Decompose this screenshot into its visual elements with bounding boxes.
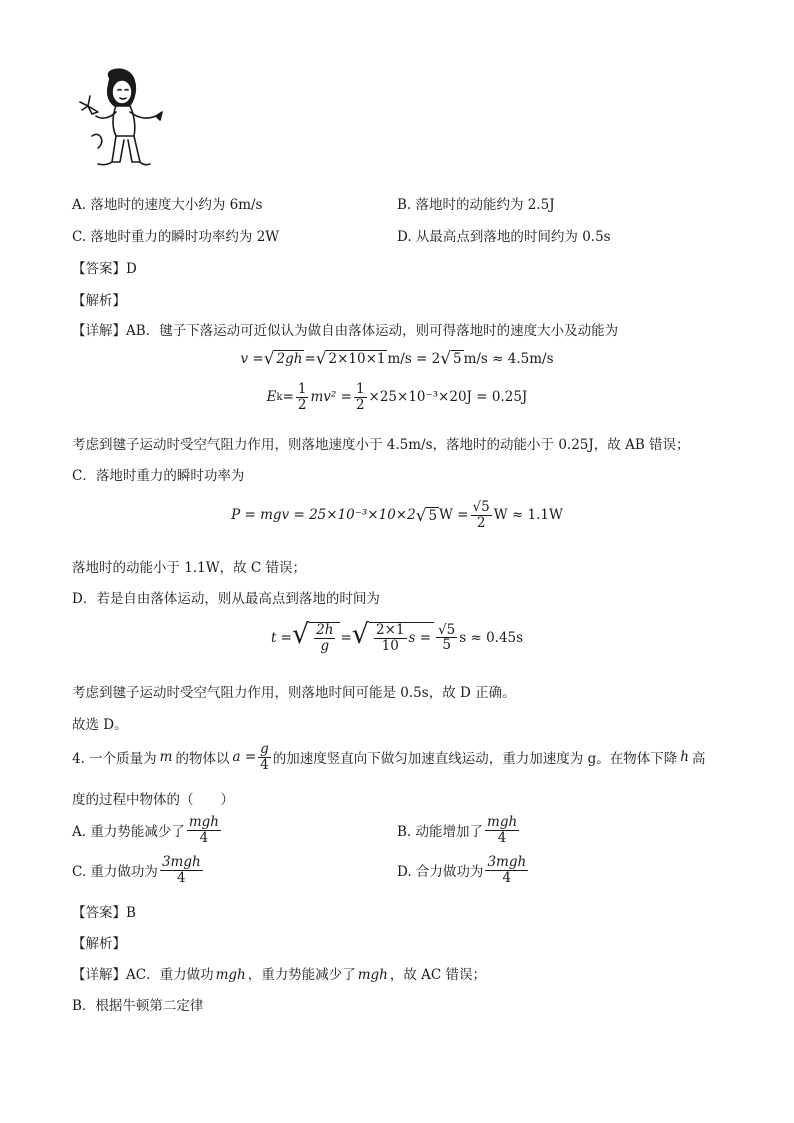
q3-option-c: C. 落地时重力的瞬时功率约为 2W — [72, 229, 280, 245]
sqrt-5-p: √ 5 — [415, 504, 438, 525]
sqrt-2x1-over-10: √ $\frac{2\times 1}{10}$ s = — [352, 622, 434, 654]
sqrt-5: √ 5 — [440, 348, 462, 368]
q3-conclusion-d: 考虑到毽子运动时受空气阻力作用，则落地时间可能是 0.5s，故 D 正确。 — [72, 685, 516, 701]
q4-option-a: A. 重力势能减少了 $\frac{\text{mgh}}{4}$ — [72, 814, 219, 846]
q3-part-d: D．若是自由落体运动，则从最高点到落地的时间为 — [72, 591, 380, 607]
fraction-sqrt5-over-5: $\frac{√5}{5}$ — [438, 621, 456, 654]
q4-option-b: B. 动能增加了 $\frac{\text{mgh}}{4}$ — [397, 814, 518, 846]
q4-option-d: D. 合力做功为 $\frac{\text{3mgh}}{4}$ — [397, 854, 527, 886]
q3-detail-intro-line — [72, 319, 618, 339]
q4-stem-line1: 4. 一个质量为 m 的物体以 a = $\frac{g}{4}$ 的加速度竖直向下做匀加速直线运动，重力加速度为 g。在物体下降 h 高 — [72, 741, 706, 773]
q4-stem-line2: 度的过程中物体的（ ） — [72, 792, 234, 808]
q3-conclusion-c: 落地时的动能小于 1.1W，故 C 错误； — [72, 560, 307, 576]
q4-detail-line: 【详解】AC．重力做功 mgh ，重力势能减少了 mgh ，故 AC 错误； — [72, 967, 487, 983]
q3-conclusion-ab: 考虑到毽子运动时受空气阻力作用，则落地速度小于 4.5m/s，落地时的动能小于 0.25J，故 AB 错误； — [72, 437, 690, 453]
fraction-half-1: $\frac{1}{2}$ — [297, 381, 307, 413]
equation-time: t = √ $\frac{2h}{g}$ = √ $\frac{2\times 1}{10}$ s = $\frac{√5}{5}$ s ≈ 0.45s — [270, 619, 524, 654]
detail-tag: 【详解】 — [72, 323, 126, 339]
answer-tag: 【答案】 — [72, 261, 126, 277]
q4-analysis-tag: 【解析】 — [72, 936, 126, 952]
fraction-half-2: $\frac{1}{2}$ — [355, 381, 365, 413]
q3-option-d: D. 从最高点到落地的时间约为 0.5s — [397, 229, 611, 245]
q4-option-c: C. 重力做功为 $\frac{\text{3mgh}}{4}$ — [72, 854, 201, 886]
sqrt-2h-over-g: √ $\frac{2h}{g}$ — [292, 622, 341, 654]
q4-answer-line — [72, 901, 136, 921]
equation-power: P = mgv = 25×10⁻³×10×2 √ 5 W = $\frac{√5}{2}$ W ≈ 1.1W — [231, 499, 563, 531]
q3-option-b: B. 落地时的动能约为 2.5J — [397, 197, 555, 213]
sqrt-2x10x1: √ 2×10×1 — [315, 348, 386, 368]
answer-value: B — [126, 905, 136, 921]
q4-part-b: B．根据牛顿第二定律 — [72, 998, 204, 1014]
q3-option-a: A. 落地时的速度大小约为 6m/s — [72, 197, 263, 213]
fraction-sqrt5-over-2: $\frac{√5}{2}$ — [472, 499, 490, 531]
answer-tag: 【答案】 — [72, 905, 126, 921]
detail-intro: AB．毽子下落运动可近似认为做自由落体运动，则可得落地时的速度大小及动能为 — [126, 323, 619, 339]
sqrt-2gh: √ 2gh — [263, 348, 303, 368]
q3-choose: 故选 D。 — [72, 717, 128, 733]
q3-analysis-tag: 【解析】 — [72, 293, 126, 309]
detail-tag: 【详解】 — [72, 967, 126, 983]
fraction-g-over-4: $\frac{g}{4}$ — [260, 741, 269, 773]
q3-part-c: C．落地时重力的瞬时功率为 — [72, 468, 245, 484]
equation-velocity: v = √ 2gh = √ 2×10×1 m/s = 2 √ 5 m/s ≈ 4.5m/s — [240, 348, 554, 368]
shuttlecock-girl-illustration — [72, 66, 172, 178]
equation-kinetic-energy: E k = $\frac{1}{2}$ mv² = $\frac{1}{2}$ ×25×10⁻³×20J = 0.25J — [266, 381, 528, 413]
answer-value: D — [126, 261, 137, 277]
q3-answer-line — [72, 257, 137, 277]
